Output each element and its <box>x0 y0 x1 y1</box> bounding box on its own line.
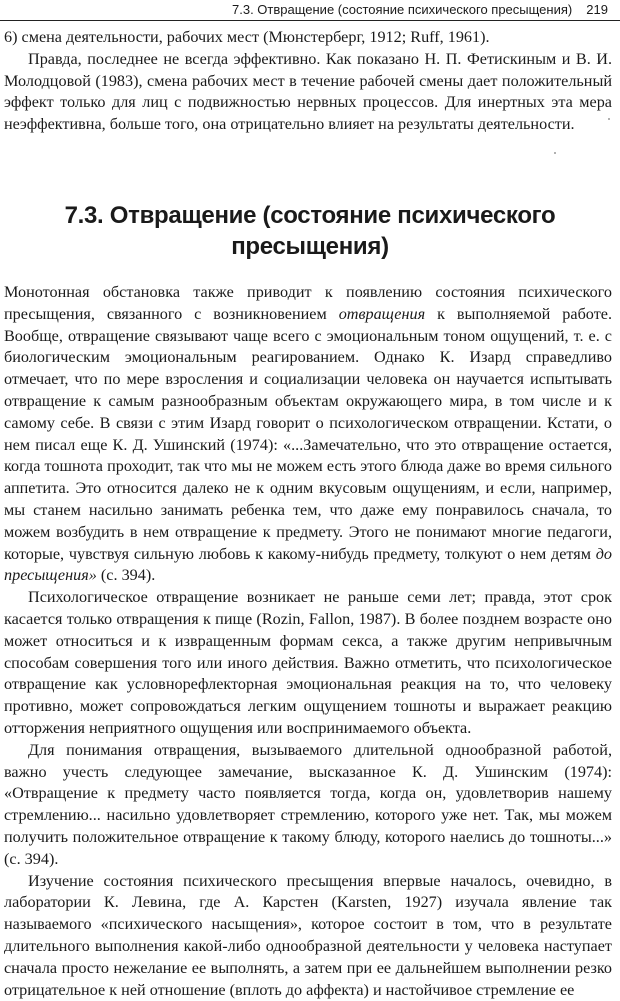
running-title: 7.3. Отвращение (состояние психического пресыщения) <box>232 2 573 17</box>
paragraph-text: Монотонная обстановка также приводит к появлению состояния психического пресыщения, связанного с возникновением <box>4 283 612 323</box>
running-header <box>0 0 620 21</box>
scan-speck <box>554 152 556 154</box>
page-number: 219 <box>586 2 608 17</box>
emphasis-quote: до пресыщения» <box>4 544 612 585</box>
paragraph-2: Психологическое отвращение возникает не раньше семи лет; правда, этот срок касается только отвращения к пище (Rozin, Fallon, 1987). В более позднем возрасте оно может относиться и к извращенным формам секса, а также другим непривычным способам совершения того или иного действия. Важно отметить, что психологическое отвращение как условнорефлекторная эмоциональная реакция на то, что человеку противно, может сопровождаться легким ощущением тошноты и выражает реакцию отторжения неприятного ощущения или воспринимаемого объекта. <box>4 588 612 737</box>
paragraph-4: Изучение состояния психического пресыщения впервые началось, очевидно, в лаборатории К. Левина, где А. Карстен (Karsten, 1927) изучала явление так называемого «психического насыщения», которое состоит в том, что в результате длительного выполнения какой-либо однообразной деятельности у человека наступает сначала просто нежелание ее выполнять, а затем при ее дальнейшем выполнении резко отрицательное к ней отношение (вплоть до аффекта) и настойчивое стремление ее <box>4 871 612 999</box>
scan-speck <box>608 118 610 120</box>
citation: (с. 394). <box>96 566 156 585</box>
section-body <box>4 282 612 1001</box>
paragraph-1 <box>4 282 612 587</box>
intro-text <box>4 27 612 136</box>
emphasis-term: отвращения <box>338 304 426 323</box>
paragraph: Правда, последнее не всегда эффективно. Как показано Н. П. Фетискиным и В. И. Молодцовой (1983), смена рабочих мест в течение рабочей смены дает положительный эффект только для лиц с подвижностью нервных процессов. Для инертных эта мера неэффективна, больше того, она отрицательно влияет на результаты деятельности. <box>4 49 612 134</box>
section-heading: 7.3. Отвращение (состояние психического пресыщения) <box>64 202 556 260</box>
paragraph-3: Для понимания отвращения, вызываемого длительной однообразной работой, важно учесть следующее замечание, высказанное К. Д. Ушинским (1974): «Отвращение к предмету часто появляется тогда, когда он, удовлетворив нашему стремлению... насильно удовлетворяет стремлению, которого уже нет. Так, мы можем получить положительное отвращение к такому блюду, которого наелись до тошноты...» (с. 394). <box>4 740 612 868</box>
list-item-6: 6) смена деятельности, рабочих мест (Мюнстерберг, 1912; Ruff, 1961). <box>4 28 490 46</box>
paragraph-text: к выполняемой работе. Вообще, отвращение связывают чаще всего с эмоциональным тоном ощущений, т. е. с биологическим эмоциональным реагированием. Однако К. Изард справедливо отмечает, что по мере взросления и социализации человека он научается испытывать отвращение к самым разнообразным объектам окружающего мира, в том числе и к самому себе. В связи с этим Изард говорит о психологическом отвращении. Кстати, о нем писал еще К. Д. Ушинский (1974): «...Замечательно, что это отвращение остается, когда тошнота проходит, так что мы не можем есть этого блюда даже во время сильного аппетита. Это относится далеко не к одним вкусовым ощущениям, и если, например, мы станем насильно занимать ребенка тем, что даже ему понравилось сначала, то можем возбудить в нем отвращение к предмету. Этого не понимают многие педагоги, которые, чувствуя сильную любовь к какому-нибудь предмету, толкуют о нем детям <box>4 304 612 563</box>
